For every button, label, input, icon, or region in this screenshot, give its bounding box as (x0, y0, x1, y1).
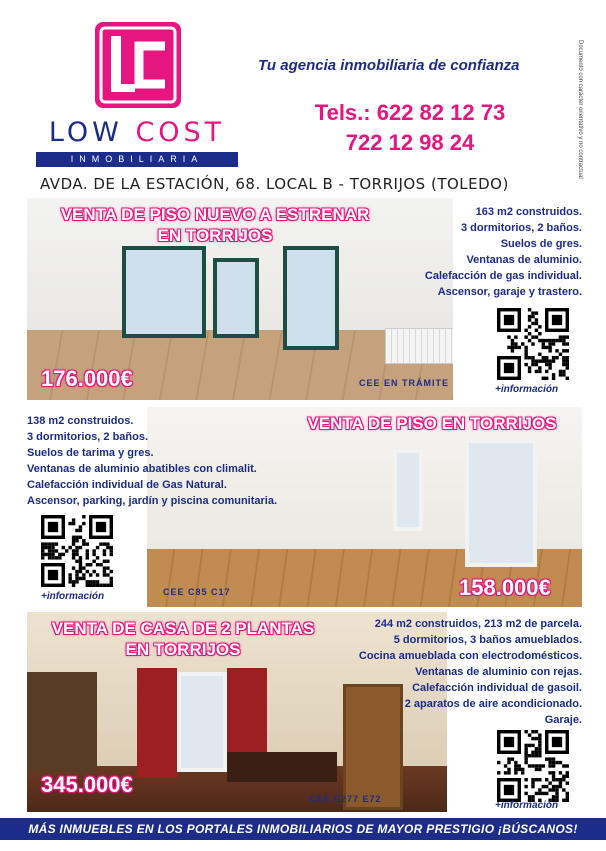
lc-logo-icon (95, 22, 181, 108)
brand-block (36, 118, 238, 167)
tagline: Tu agencia inmobiliaria de confianza (258, 57, 520, 74)
brand-name-low: LOW (48, 117, 123, 148)
feature-item: Suelos de gres. (500, 238, 582, 250)
feature-item: 163 m2 construidos. (475, 206, 582, 218)
listing-3-title: VENTA DE CASA DE 2 PLANTAS EN TORRIJOS (51, 619, 315, 659)
listing-2-features (27, 413, 277, 509)
listing-2-title: VENTA DE PISO EN TORRIJOS (307, 414, 557, 433)
listing-2[interactable] (27, 407, 582, 607)
phone-number-1[interactable]: 622 82 12 73 (376, 100, 506, 125)
listing-2-cee: CEE C85 C17 (163, 587, 231, 597)
feature-item: Cocina amueblada con electrodomésticos. (358, 650, 582, 662)
feature-item: Ascensor, parking, jardín y piscina comunitaria. (27, 495, 278, 507)
feature-item: Ventanas de aluminio. (466, 254, 582, 266)
feature-item: Calefacción individual de Gas Natural. (27, 479, 227, 491)
listing-1-features (425, 204, 582, 300)
more-info-link[interactable]: +información (495, 384, 559, 395)
feature-item: Ventanas de aluminio con rejas. (415, 666, 582, 678)
listing-3-features (359, 616, 582, 728)
feature-item: 2 aparatos de aire acondicionado. (404, 698, 582, 710)
listing-1-title: VENTA DE PISO NUEVO A ESTRENAR EN TORRIJOS (60, 205, 370, 245)
feature-item: Suelos de tarima y gres. (27, 447, 154, 459)
disclaimer-vertical: Documento con carácter orientativo y no contractual (577, 40, 583, 179)
feature-item: Ascensor, garaje y trastero. (437, 286, 582, 298)
qr-code-icon[interactable] (497, 730, 569, 802)
phone-block (290, 98, 530, 158)
listing-1[interactable] (27, 198, 582, 400)
feature-item: Ventanas de aluminio abatibles con climalit. (27, 463, 257, 475)
more-info-link[interactable]: +información (495, 800, 559, 811)
feature-item: 5 dormitorios, 3 baños amueblados. (393, 634, 582, 646)
logo-mark (95, 22, 181, 108)
listing-3[interactable] (27, 612, 582, 812)
feature-item: 244 m2 construidos, 213 m2 de parcela. (374, 618, 582, 630)
listing-1-cee: CEE EN TRÁMITE (359, 378, 450, 388)
phone-number-2[interactable]: 722 12 98 24 (345, 130, 475, 155)
brand-subtitle: INMOBILIARIA (36, 152, 238, 167)
feature-item: Calefacción individual de gasoil. (412, 682, 582, 694)
phone-prefix: Tels.: (314, 100, 371, 125)
feature-item: Garaje. (544, 714, 582, 726)
listing-1-price: 176.000€ (41, 366, 133, 391)
listing-3-price: 345.000€ (41, 772, 133, 797)
office-address: AVDA. DE LA ESTACIÓN, 68. LOCAL B - TORRIJOS (TOLEDO) (40, 175, 509, 193)
feature-item: Calefacción de gas individual. (424, 270, 582, 282)
qr-code-icon[interactable] (497, 308, 569, 380)
listing-2-price: 158.000€ (459, 575, 551, 600)
footer-banner: MÁS INMUEBLES EN LOS PORTALES INMOBILIARIOS DE MAYOR PRESTIGIO ¡BÚSCANOS! (0, 818, 606, 840)
brand-name-cost: COST (135, 117, 226, 148)
listing-3-cee: CEE E277 E72 (309, 794, 382, 804)
qr-code-icon[interactable] (41, 515, 113, 587)
feature-item: 3 dormitorios, 2 baños. (27, 431, 149, 443)
more-info-link[interactable]: +información (41, 591, 105, 602)
brand-name (36, 118, 238, 148)
feature-item: 3 dormitorios, 2 baños. (460, 222, 582, 234)
feature-item: 138 m2 construidos. (27, 415, 134, 427)
